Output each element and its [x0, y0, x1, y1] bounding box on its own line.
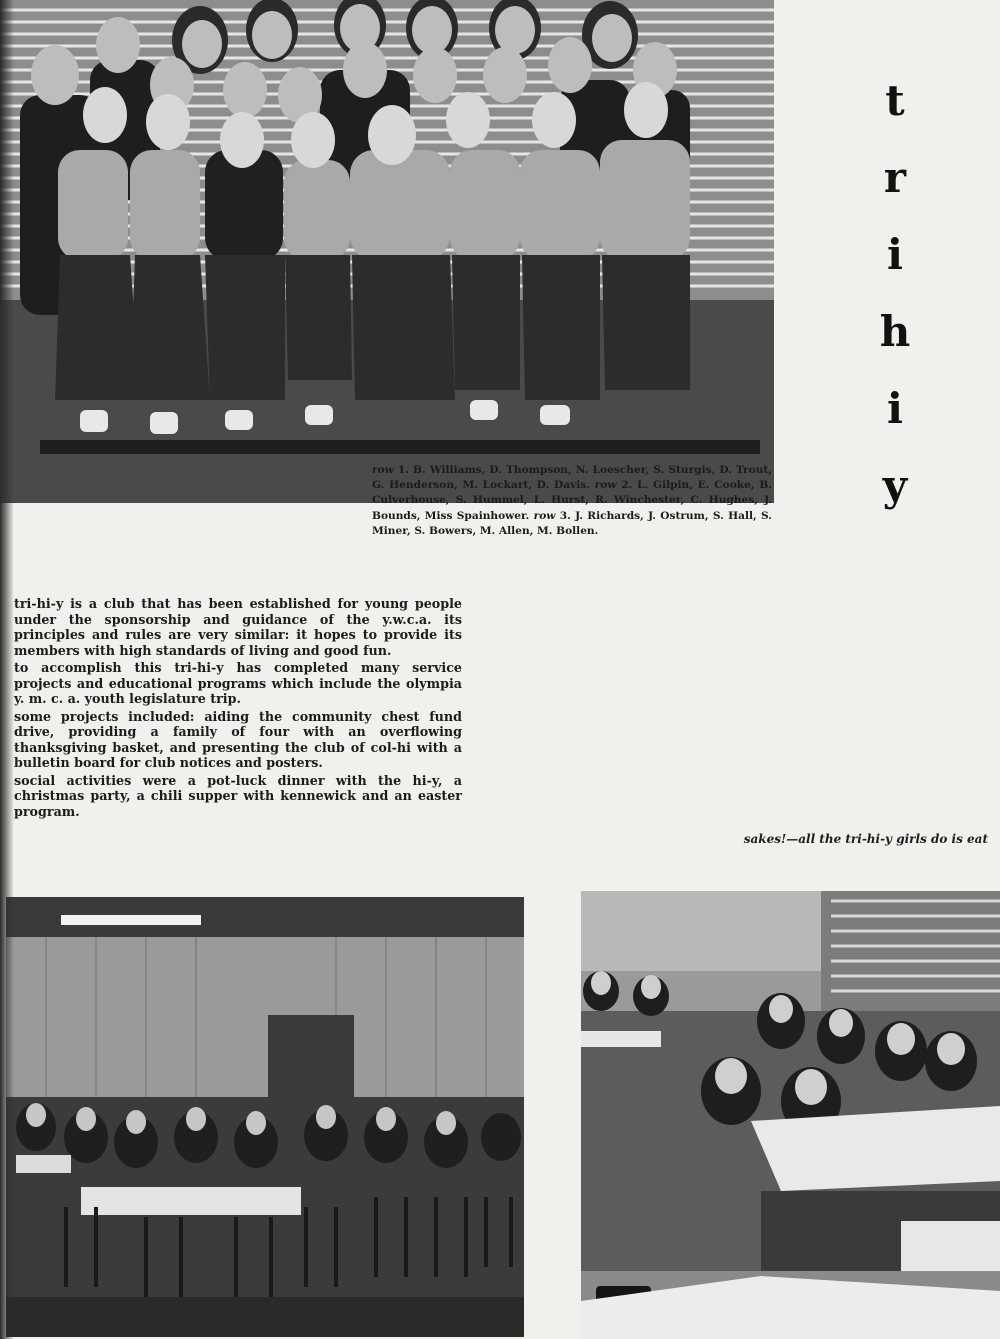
row-3-names: 3. J. Richards, J. Ostrum, S. Hall, S. Miner, S. Bowers, M. Allen, M. Bollen.	[372, 509, 772, 537]
title-letter: t	[885, 76, 905, 125]
row-label: row	[594, 479, 617, 492]
paragraph: some projects included: aiding the community chest fund drive, providing a family of four with an overflowing thanksgiving basket, and presenting the club of col-hi with a bulletin board for club notices and posters.	[14, 708, 462, 770]
group-photo	[0, 0, 774, 503]
binding-shadow	[0, 0, 14, 1339]
row-label: row	[372, 464, 394, 476]
vertical-title	[855, 76, 935, 542]
article-body	[14, 596, 462, 821]
eating-photo	[581, 891, 1000, 1339]
title-letter: r	[883, 153, 907, 202]
paragraph: to accomplish this tri-hi-y has completed many service projects and educational programs which include the olympia y. m. c. a. youth legislature trip.	[14, 660, 462, 706]
title-letter: h	[879, 307, 911, 356]
row-1-names: 1. B. Williams, D. Thompson, N. Loescher, S. Sturgis, D. Trout, G. Henderson, M. Lockart, D. Davis.	[372, 464, 772, 492]
dinner-hall-photo	[6, 897, 524, 1337]
title-letter: i	[887, 384, 903, 433]
title-letter: y	[882, 461, 908, 510]
row-label: row	[533, 509, 556, 522]
paragraph: social activities were a pot-luck dinner with the hi-y, a christmas party, a chili supper with kennewick and an easter program.	[14, 772, 462, 819]
row-2-names: 2. L. Gilpin, E. Cooke, B. Culverhouse, S. Hummel, L. Hurst, R. Winchester, C. Hughes, J. Bounds, Miss Spainhower.	[372, 479, 772, 522]
title-letter: i	[887, 230, 903, 279]
eating-photo-caption: sakes!—all the tri-hi-y girls do is eat	[743, 832, 988, 846]
paragraph: tri-hi-y is a club that has been established for young people under the sponsorship and guidance of the y.w.c.a. its principles and rules are very similar: it hopes to provide its members with high standards of living and good fun.	[14, 596, 462, 658]
group-photo-caption	[372, 463, 772, 539]
